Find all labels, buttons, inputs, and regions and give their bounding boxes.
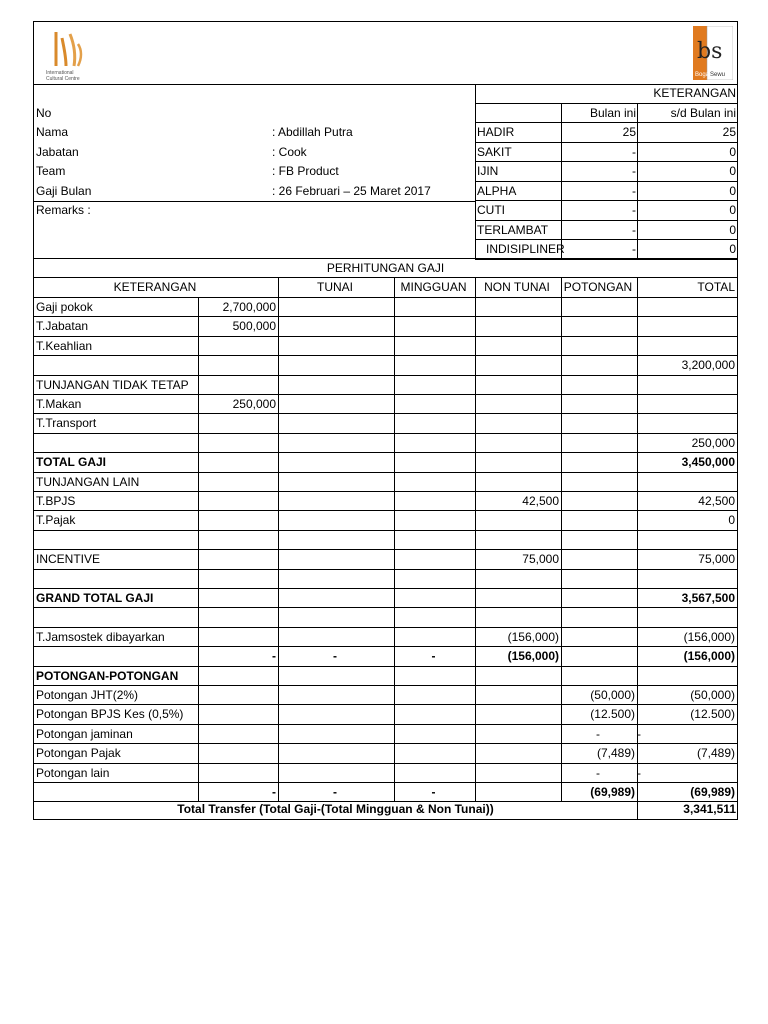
jabatan-label: Jabatan [36, 145, 79, 159]
salary-row-total: (156,000) [683, 629, 735, 644]
grid-line [34, 201, 475, 202]
salary-row-total: 75,000 [698, 552, 735, 567]
attendance-bulan-value: - [632, 222, 636, 237]
attendance-bulan-value: 25 [622, 125, 636, 139]
salary-row-label: Potongan JHT(2%) [36, 688, 139, 702]
salary-row-total: 3,200,000 [681, 358, 735, 373]
attendance-label: CUTI [477, 203, 505, 217]
salary-row-total: 3,567,500 [681, 591, 735, 605]
attendance-sd-value: 0 [729, 203, 736, 217]
salary-row-tunai: - [333, 649, 337, 664]
payslip-sheet [33, 21, 738, 820]
salary-row-total: (156,000) [683, 649, 735, 664]
attendance-bulan-value: - [632, 242, 636, 256]
salary-row-label: T.Transport [36, 416, 97, 431]
grid-line [637, 103, 638, 258]
no-label: No [36, 106, 52, 120]
attendance-sd-value: 0 [729, 183, 736, 198]
salary-row-label: TUNJANGAN TIDAK TETAP [36, 377, 189, 392]
remarks-label: Remarks : [36, 203, 91, 217]
boga-sewu-initials: bs [697, 39, 723, 64]
salary-row-potongan: (7,489) [596, 746, 635, 761]
boga-sewu-caption-2: Sewu [710, 72, 726, 78]
salary-row-total: - [637, 726, 641, 741]
salary-title: PERHITUNGAN GAJI [326, 261, 445, 275]
attendance-bulan-value: - [632, 144, 636, 159]
salary-row-nontunai: (156,000) [507, 649, 559, 664]
salary-row-total: - [637, 765, 641, 780]
salary-row-label: T.Jamsostek dibayarkan [36, 629, 165, 644]
salary-row-potongan: (12.500) [590, 707, 635, 722]
salary-row-label: POTONGAN-POTONGAN [36, 668, 179, 683]
transfer-value: 3,341,511 [683, 802, 736, 816]
nama-value: : Abdillah Putra [272, 125, 353, 139]
salary-row-total: 0 [728, 513, 735, 528]
salary-row-amount: - [272, 785, 276, 799]
salary-row-label: Potongan lain [36, 765, 110, 780]
salary-row-label: Potongan Pajak [36, 746, 121, 761]
salary-row-potongan: (69,989) [590, 785, 635, 799]
salary-row-label: T.Jabatan [36, 319, 89, 334]
salary-header-potongan: POTONGAN [563, 280, 633, 294]
salary-row-potongan: - [596, 726, 600, 741]
salary-row-total: 3,450,000 [681, 455, 735, 470]
salary-row-label: GRAND TOTAL GAJI [36, 591, 154, 605]
salary-row-total: 42,500 [698, 494, 735, 508]
salary-header-mingguan: MINGGUAN [400, 280, 467, 294]
salary-row-total: 250,000 [691, 435, 735, 450]
salary-row-nontunai: 75,000 [522, 552, 559, 567]
salary-row-nontunai: 42,500 [522, 494, 559, 508]
attendance-sd-value: 25 [722, 125, 736, 139]
salary-row-tunai: - [333, 785, 337, 799]
boga-sewu-logo [693, 26, 733, 80]
salary-row-amount: 500,000 [232, 319, 276, 334]
salary-row-nontunai: (156,000) [507, 629, 559, 644]
salary-row-label: TOTAL GAJI [36, 455, 107, 470]
team-value: : FB Product [272, 164, 339, 178]
attendance-label: ALPHA [477, 183, 517, 198]
salary-row-label: INCENTIVE [36, 552, 101, 567]
grid-line [475, 297, 476, 801]
boga-sewu-caption-1: Boga [695, 72, 710, 78]
salary-row-mingguan: - [431, 785, 436, 799]
grid-line [278, 297, 279, 801]
attendance-col-bulan: Bulan ini [589, 106, 636, 120]
attendance-sd-value: 0 [729, 164, 736, 178]
gaji-bulan-value: : 26 Februari – 25 Maret 2017 [272, 184, 431, 198]
salary-row-amount: - [272, 649, 276, 664]
salary-row-amount: 2,700,000 [222, 300, 276, 314]
gaji-bulan-label: Gaji Bulan [36, 184, 92, 198]
salary-row-label: T.Makan [36, 397, 82, 411]
payslip-header [34, 22, 737, 85]
attendance-label: HADIR [477, 125, 515, 139]
salary-header-non-tunai: NON TUNAI [484, 280, 550, 294]
salary-row-total: (7,489) [696, 746, 735, 761]
attendance-sd-value: 0 [729, 242, 736, 256]
salary-row-total: (50,000) [690, 688, 735, 702]
jabatan-value: : Cook [272, 145, 307, 159]
transfer-label: Total Transfer (Total Gaji-(Total Mingguan & Non Tunai)) [177, 802, 494, 816]
salary-row-label: T.Pajak [36, 513, 76, 528]
grid-line [637, 801, 638, 819]
attendance-bulan-value: - [632, 203, 636, 217]
salary-row-amount: 250,000 [232, 397, 276, 411]
attendance-label: SAKIT [477, 144, 512, 159]
attendance-label: INDISIPLINER [486, 242, 565, 256]
grid-line [475, 84, 476, 258]
salary-row-label: Potongan jaminan [36, 726, 133, 741]
attendance-col-sd: s/d Bulan ini [670, 106, 736, 120]
icc-logo [44, 26, 104, 82]
salary-header-keterangan: KETERANGAN [113, 280, 197, 294]
salary-row-label: Potongan BPJS Kes (0,5%) [36, 707, 184, 722]
attendance-sd-value: 0 [729, 222, 736, 237]
salary-header-tunai: TUNAI [317, 280, 353, 294]
team-label: Team [36, 164, 66, 178]
salary-row-label: T.Keahlian [36, 338, 93, 353]
nama-label: Nama [36, 125, 69, 139]
attendance-title: KETERANGAN [653, 86, 736, 100]
icc-logo-caption-1: International [46, 70, 74, 76]
attendance-bulan-value: - [632, 164, 636, 178]
salary-row-potongan: (50,000) [590, 688, 635, 702]
salary-row-total: (69,989) [690, 785, 735, 799]
salary-row-label: Gaji pokok [36, 300, 93, 314]
attendance-sd-value: 0 [729, 144, 736, 159]
grid-line [394, 297, 395, 801]
salary-row-label: T.BPJS [36, 494, 76, 508]
salary-row-potongan: - [596, 765, 600, 780]
salary-row-total: (12.500) [690, 707, 735, 722]
attendance-label: TERLAMBAT [477, 222, 549, 237]
salary-row-mingguan: - [431, 649, 436, 664]
attendance-label: IJIN [477, 164, 499, 178]
icc-logo-caption-2: Cultural Centre [46, 76, 80, 82]
salary-row-label: TUNJANGAN LAIN [36, 474, 140, 489]
attendance-bulan-value: - [632, 183, 636, 198]
salary-header-total: TOTAL [697, 280, 735, 294]
